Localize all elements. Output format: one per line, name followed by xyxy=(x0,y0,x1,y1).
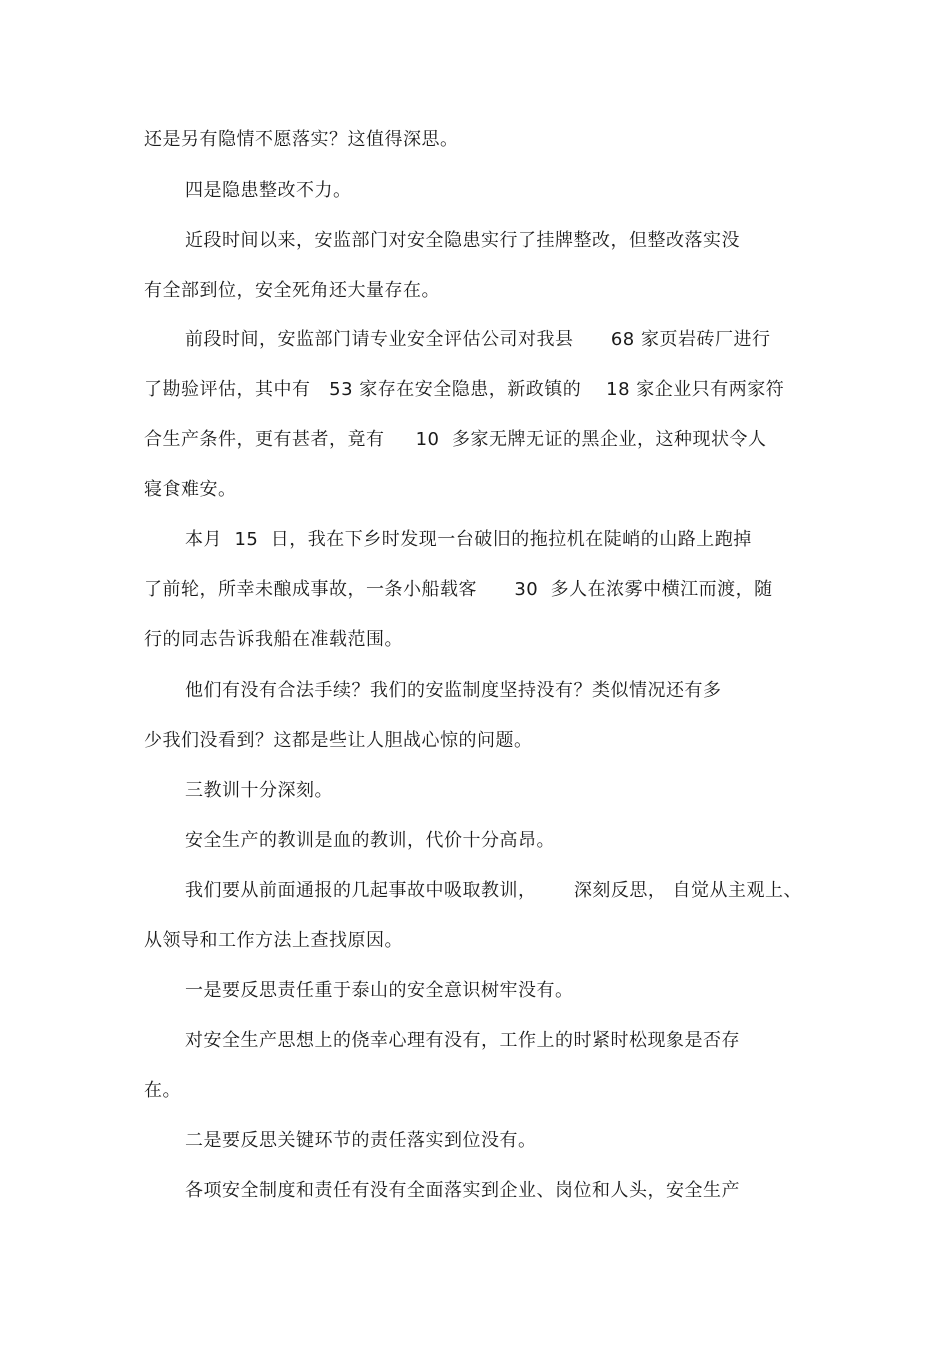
text-line: 前段时间，安监部门请专业安全评估公司对我县 68 家页岩砖厂进行 xyxy=(185,329,771,350)
text-line: 从领导和工作方法上查找原因。 xyxy=(144,930,403,951)
text-line: 合生产条件，更有甚者，竟有 10 多家无牌无证的黑企业，这种现状令人 xyxy=(144,429,767,450)
text-line: 近段时间以来，安监部门对安全隐患实行了挂牌整改，但整改落实没 xyxy=(185,230,740,251)
text-line: 本月 15 日，我在下乡时发现一台破旧的拖拉机在陡峭的山路上跑掉 xyxy=(185,529,752,550)
text-line: 了前轮，所幸未酿成事故，一条小船载客 30 多人在浓雾中横江而渡，随 xyxy=(144,579,773,600)
text-line: 各项安全制度和责任有没有全面落实到企业、岗位和人头，安全生产 xyxy=(185,1180,740,1201)
text-line: 我们要从前面通报的几起事故中吸取教训， 深刻反思， 自觉从主观上、 xyxy=(185,880,803,901)
text-line: 他们有没有合法手续？我们的安监制度坚持没有？类似情况还有多 xyxy=(185,680,722,701)
text-line: 行的同志告诉我船在准载范围。 xyxy=(144,629,403,650)
text-line: 寝食难安。 xyxy=(144,479,237,500)
text-line: 在。 xyxy=(144,1080,181,1101)
text-line: 对安全生产思想上的侥幸心理有没有，工作上的时紧时松现象是否存 xyxy=(185,1030,740,1051)
text-line: 三教训十分深刻。 xyxy=(185,780,333,801)
text-line: 四是隐患整改不力。 xyxy=(185,180,352,201)
text-line: 还是另有隐情不愿落实？这值得深思。 xyxy=(144,129,459,150)
text-line: 二是要反思关键环节的责任落实到位没有。 xyxy=(185,1130,537,1151)
text-line: 有全部到位，安全死角还大量存在。 xyxy=(144,280,440,301)
text-line: 一是要反思责任重于泰山的安全意识树牢没有。 xyxy=(185,980,574,1001)
text-line: 了勘验评估，其中有 53 家存在安全隐患，新政镇的 18 家企业只有两家符 xyxy=(144,379,785,400)
text-line: 少我们没看到？这都是些让人胆战心惊的问题。 xyxy=(144,730,533,751)
text-line: 安全生产的教训是血的教训，代价十分高昂。 xyxy=(185,830,555,851)
